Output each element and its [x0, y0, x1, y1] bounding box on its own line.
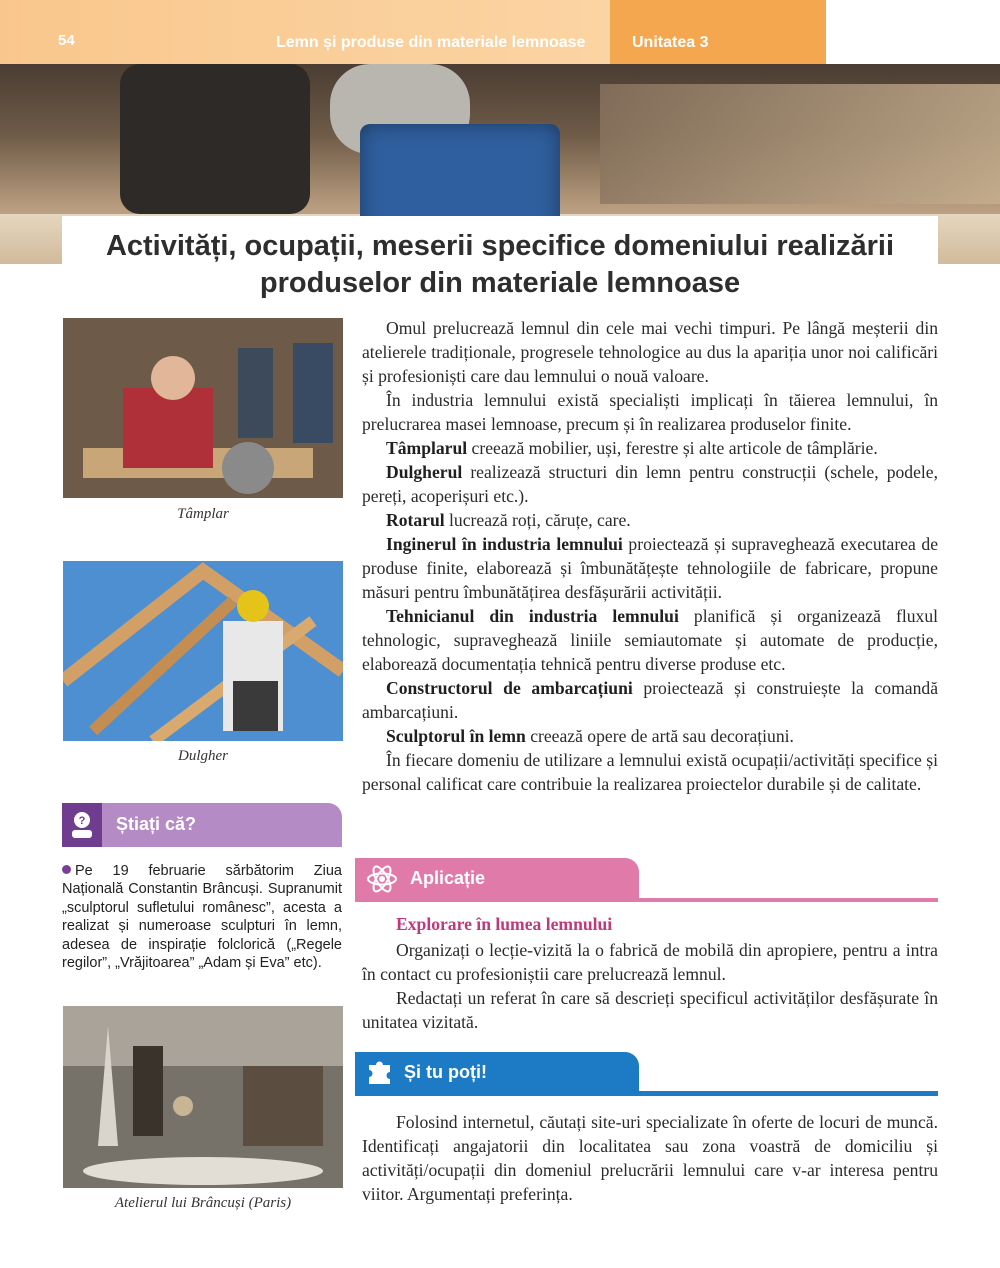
si-tu-poti-paragraph: Folosind internetul, căutați site-uri specializate în oferte de locuri de muncă. Identificați angajatorii din localitatea sau zona voastră de domiciliu și activități/ocupații din domeniul prelucrării lemnului care v-ar interesa pentru viitor. Argumentați preferința.	[362, 1112, 938, 1204]
paragraph-industry: În industria lemnului există specialiști implicați în tăierea lemnului, în prelucrarea masei lemnoase, precum și în realizarea produselor finite.	[362, 390, 938, 434]
paragraph-tehnician	[362, 604, 938, 676]
unit-label: Unitatea 3	[632, 34, 709, 51]
paragraph-intro: Omul prelucrează lemnul din cele mai vechi timpuri. Pe lângă meșterii din atelierele tradiționale, progresele tehnologice au dus la apariția unor noi calificări și profesioniști care dau lemnului o nouă valoare.	[362, 318, 938, 386]
unit-band	[610, 0, 826, 64]
term-inginer: Inginerul în industria lemnului	[386, 534, 623, 554]
term-rotar: Rotarul	[386, 510, 445, 530]
photo-brancusi-atelier	[63, 1006, 343, 1188]
stiati-label: Știați că?	[116, 814, 197, 834]
stiati-header	[62, 803, 342, 847]
caption-dulgher: Dulgher	[178, 748, 228, 764]
atom-icon	[365, 862, 399, 896]
main-text	[362, 316, 938, 796]
si-tu-poti-header	[355, 1052, 639, 1094]
si-tu-poti-text	[362, 1110, 938, 1206]
photo-dulgher	[63, 561, 343, 741]
term-tamplar: Tâmplarul	[386, 438, 468, 458]
question-person-icon	[62, 803, 102, 847]
caption-carpenter: Tâmplar	[177, 506, 229, 522]
aplicatie-paragraph-1: Organizați o lecție-vizită la o fabrică de mobilă din apropiere, pentru a intra în contact cu profesioniștii care prelucrează lemnul.	[362, 940, 938, 984]
paragraph-sculptor	[362, 724, 938, 748]
photo-carpenter-illustration	[63, 318, 343, 498]
si-tu-poti-label: Și tu poți!	[404, 1062, 487, 1082]
def-constructor: proiectează și construiește la comandă ambarcațiuni.	[362, 678, 938, 722]
page-title: Activități, ocupații, meserii specifice domeniului realizării produselor din materiale lemnoase	[105, 230, 895, 299]
bullet-icon	[62, 865, 71, 874]
stiati-text	[62, 862, 342, 972]
aplicatie-subtitle: Explorare în lumea lemnului	[396, 914, 613, 934]
def-tamplar: creează mobilier, uși, ferestre și alte articole de tâmplărie.	[467, 438, 878, 458]
paragraph-inginer	[362, 532, 938, 604]
header-band	[0, 0, 610, 64]
hero-workshop-background	[600, 84, 1000, 204]
paragraph-tamplar	[362, 436, 938, 460]
def-rotar: lucrează roți, căruțe, care.	[444, 510, 631, 530]
def-tehnician: planifică și organizează fluxul tehnologic, supraveghează liniile semiautomate și automate de producție, elaborează documentația tehnică pentru diverse produse etc.	[362, 606, 939, 674]
term-constructor: Constructorul de ambarcațiuni	[386, 678, 633, 698]
term-sculptor: Sculptorul în lemn	[386, 726, 526, 746]
si-tu-poti-underline	[355, 1091, 938, 1096]
hero-worker	[120, 64, 310, 214]
paragraph-dulgher	[362, 460, 938, 508]
photo-atelier-illustration	[63, 1006, 343, 1188]
photo-carpenter	[63, 318, 343, 498]
paragraph-constructor	[362, 676, 938, 724]
puzzle-icon	[366, 1058, 394, 1086]
aplicatie-underline	[355, 898, 938, 902]
aplicatie-paragraph-2: Redactați un referat în care să descrieți specificul activităților desfășurate în unitatea vizitată.	[362, 988, 938, 1032]
paragraph-conclusion: În fiecare domeniu de utilizare a lemnului există ocupații/activități specifice și personal calificat care contribuie la realizarea proiectelor durabile și de calitate.	[362, 750, 938, 794]
aplicatie-text	[362, 938, 938, 1034]
def-sculptor: creează opere de artă sau decorațiuni.	[525, 726, 794, 746]
header-band-end	[826, 0, 1000, 64]
def-inginer: proiectează și supraveghează executarea de produse finite, elaborează și îmbunătățește tehnologiile de fabricare, propune măsuri pentru îmbunătățirea desfășurării activității.	[362, 534, 939, 602]
aplicatie-label: Aplicație	[410, 868, 486, 888]
def-dulgher: realizează structuri din lemn pentru construcții (schele, podele, pereți, acoperișuri etc.).	[362, 462, 938, 506]
svg-text:?: ?	[78, 815, 86, 827]
chapter-title: Lemn și produse din materiale lemnoase	[276, 34, 586, 51]
term-tehnician: Tehnicianul din industria lemnului	[386, 606, 679, 626]
photo-dulgher-illustration	[63, 561, 343, 741]
term-dulgher: Dulgherul	[386, 462, 463, 482]
paragraph-rotar	[362, 508, 938, 532]
stiati-body: Pe 19 februarie sărbătorim Ziua Națională Constantin Brâncuși. Supranumit „sculptorul sufletului românesc”, acesta a realizat și numeroase sculpturi în lemn, adesea de inspirație folclorică („Regele regilor”, „Vrăjitoarea” „Adam și Eva” etc).	[62, 863, 342, 972]
page-number: 54	[58, 32, 75, 49]
caption-atelier: Atelierul lui Brâncuși (Paris)	[114, 1195, 292, 1211]
